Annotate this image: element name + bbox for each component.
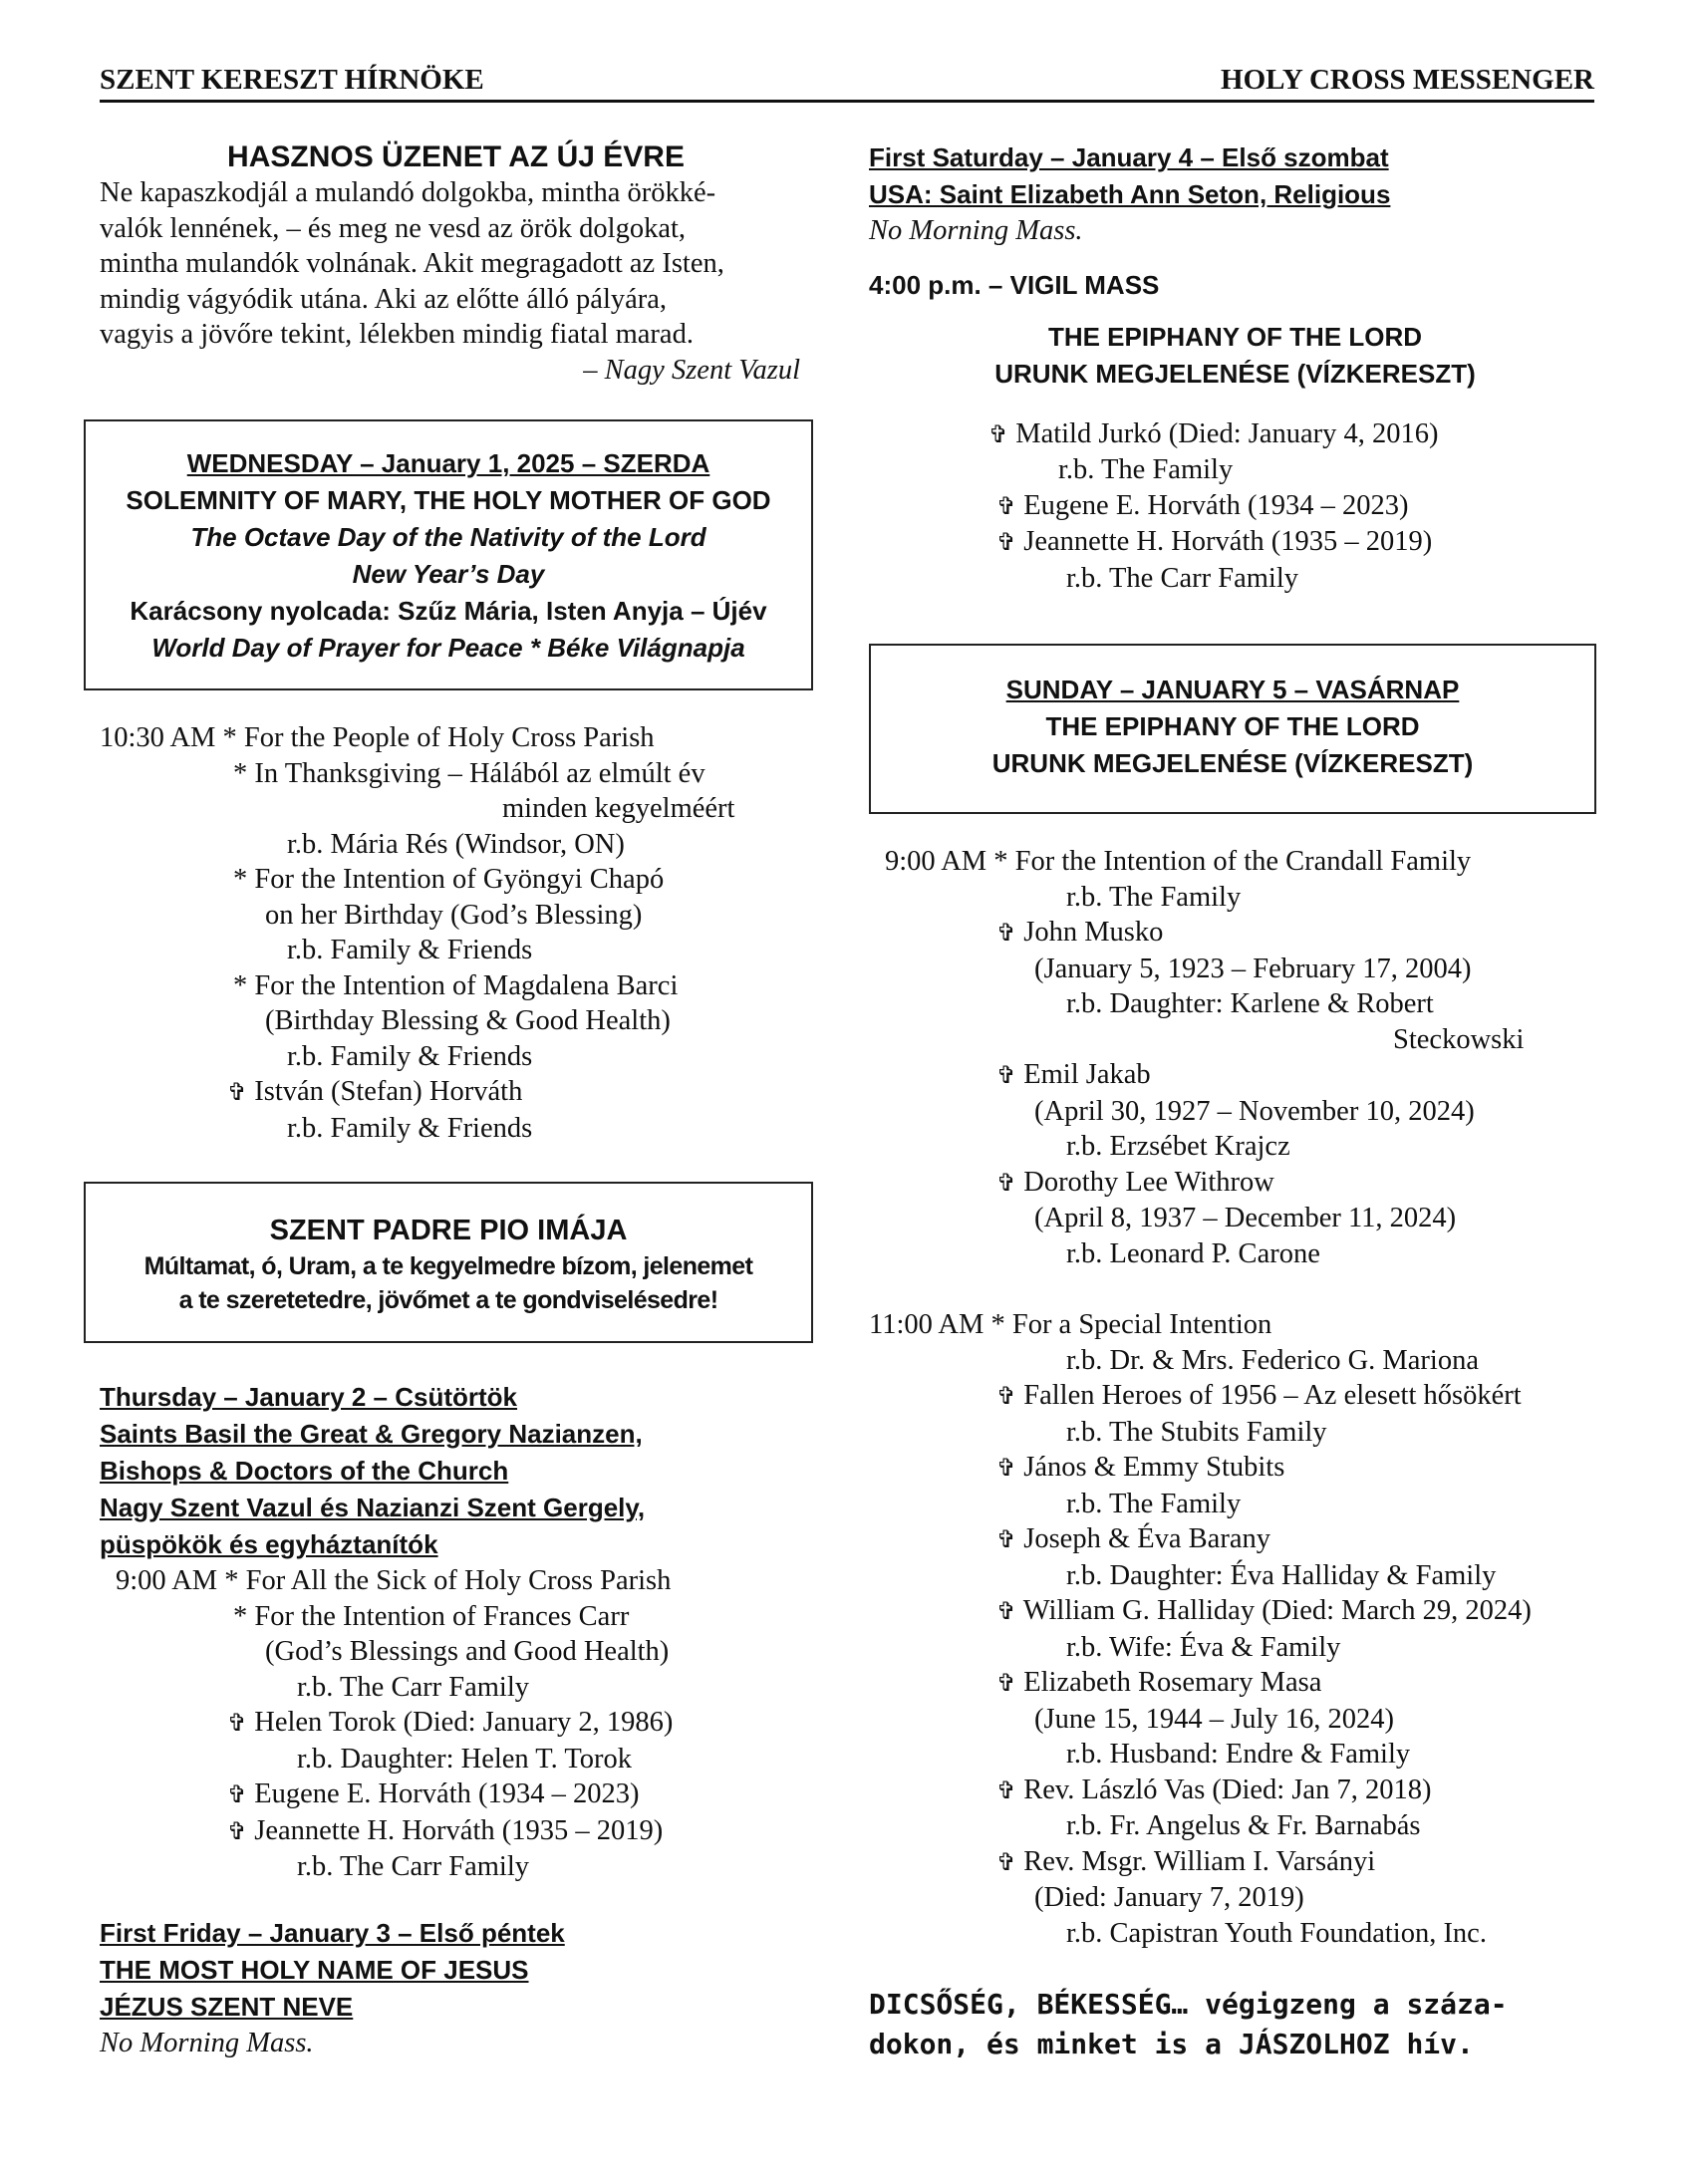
mass-line: Rev. Msgr. William I. Varsányi — [1023, 1845, 1376, 1877]
sunday-box — [869, 644, 1596, 814]
mass-line: r.b. The Carr Family — [297, 1671, 529, 1703]
left-column — [100, 139, 812, 2060]
latin-cross-icon: ✞ — [996, 528, 1017, 556]
sunday-heading: SUNDAY – JANUARY 5 – VASÁRNAP — [1005, 675, 1460, 704]
latin-cross-icon: ✞ — [996, 1597, 1017, 1625]
closing-line: dokon, és minket is a JÁSZOLHOZ hív. — [869, 2028, 1474, 2060]
message-line: Ne kapaszkodjál a mulandó dolgokba, mintha örökké- — [100, 177, 716, 208]
mass-line: r.b. Family & Friends — [287, 1112, 533, 1144]
mass-line: János & Emmy Stubits — [1023, 1452, 1285, 1483]
mass-line: r.b. The Carr Family — [1066, 562, 1298, 594]
friday-heading: JÉZUS SZENT NEVE — [100, 1991, 354, 2022]
mass-line: Emil Jakab — [1023, 1059, 1151, 1090]
friday-section — [100, 1915, 812, 2061]
mass-line: * In Thanksgiving – Hálából az elmúlt év — [233, 757, 705, 789]
latin-cross-icon: ✞ — [996, 1454, 1017, 1482]
mass-line: * For the Intention of the Crandall Family — [993, 846, 1472, 877]
padre-pio-line: a te szeretetedre, jövőmet a te gondviselésedre! — [178, 1286, 718, 1314]
latin-cross-icon: ✞ — [996, 491, 1017, 520]
wednesday-box — [84, 419, 813, 690]
padre-pio-box — [84, 1182, 813, 1343]
mass-line: Rev. László Vas (Died: Jan 7, 2018) — [1023, 1774, 1432, 1805]
padre-pio-line: Múltamat, ó, Uram, a te kegyelmedre bízom, jelenemet — [143, 1252, 753, 1280]
mass-line: (Died: January 7, 2019) — [1034, 1882, 1304, 1913]
mass-line: minden kegyelméért — [502, 793, 735, 824]
message-line: mindig vágyódik utána. Aki az előtte álló pályára, — [100, 283, 668, 315]
sunday-11am-masses — [869, 1307, 1601, 1951]
latin-cross-icon: ✞ — [996, 1669, 1017, 1697]
message-title: HASZNOS ÜZENET AZ ÚJ ÉVRE — [227, 140, 685, 173]
mass-line: * For the Intention of Gyöngyi Chapó — [233, 864, 665, 895]
wednesday-newyear: New Year’s Day — [352, 559, 545, 589]
mass-line: (Birthday Blessing & Good Health) — [265, 1005, 671, 1036]
mass-line: William G. Halliday (Died: March 29, 2024) — [1022, 1595, 1532, 1626]
mass-line: Eugene E. Horváth (1934 – 2023) — [254, 1778, 640, 1809]
mass-line: * For the Intention of Frances Carr — [233, 1600, 630, 1632]
saturday-note: No Morning Mass. — [869, 215, 1083, 246]
mass-line: r.b. Fr. Angelus & Fr. Barnabás — [1066, 1810, 1421, 1841]
message-body — [100, 175, 812, 388]
mass-line: Eugene E. Horváth (1934 – 2023) — [1023, 489, 1409, 521]
mass-line: * For a Special Intention — [990, 1309, 1272, 1340]
closing-text — [869, 1985, 1601, 2064]
latin-cross-icon: ✞ — [996, 1168, 1017, 1197]
latin-cross-icon: ✞ — [996, 1775, 1017, 1804]
mass-line: on her Birthday (God’s Blessing) — [265, 899, 643, 931]
thursday-heading: Nagy Szent Vazul és Nazianzi Szent Gergely, — [100, 1493, 646, 1522]
mass-line: r.b. Family & Friends — [287, 1040, 533, 1072]
mass-line: (April 30, 1927 – November 10, 2024) — [1034, 1095, 1475, 1127]
latin-cross-icon: ✞ — [227, 1780, 248, 1808]
mass-line: r.b. Dr. & Mrs. Federico G. Mariona — [1066, 1344, 1479, 1376]
mass-line: Jeannette H. Horváth (1935 – 2019) — [1023, 526, 1433, 557]
mass-time: 9:00 AM — [885, 846, 987, 877]
mass-line: r.b. The Carr Family — [297, 1851, 529, 1882]
mass-line: * For the Intention of Magdalena Barci — [233, 969, 679, 1001]
vigil-mass: 4:00 p.m. – VIGIL MASS — [869, 269, 1160, 300]
mass-line: r.b. Husband: Endre & Family — [1066, 1739, 1411, 1770]
saturday-masses — [869, 416, 1601, 597]
mass-line: (June 15, 1944 – July 16, 2024) — [1034, 1703, 1394, 1735]
page-header — [100, 62, 1594, 103]
mass-line: r.b. Mária Rés (Windsor, ON) — [287, 828, 625, 860]
wednesday-karacsony: Karácsony nyolcada: Szűz Mária, Isten Anyja – Újév — [130, 596, 767, 626]
mass-line: r.b. Daughter: Karlene & Robert — [1066, 988, 1434, 1019]
header-title-english: HOLY CROSS MESSENGER — [1221, 64, 1594, 96]
latin-cross-icon: ✞ — [227, 1816, 248, 1845]
epiphany-title: THE EPIPHANY OF THE LORD — [1047, 321, 1423, 352]
mass-line: r.b. The Family — [1058, 454, 1234, 485]
sunday-feast: THE EPIPHANY OF THE LORD — [1045, 711, 1420, 741]
latin-cross-icon: ✞ — [988, 419, 1009, 448]
mass-line: r.b. Capistran Youth Foundation, Inc. — [1066, 1917, 1487, 1949]
latin-cross-icon: ✞ — [227, 1078, 248, 1106]
wednesday-solemnity: SOLEMNITY OF MARY, THE HOLY MOTHER OF GOD — [126, 485, 771, 515]
thursday-heading: Saints Basil the Great & Gregory Nazianzen, — [100, 1419, 643, 1449]
mass-line: John Musko — [1023, 917, 1164, 948]
mass-line: r.b. Daughter: Éva Halliday & Family — [1066, 1559, 1497, 1591]
epiphany-title-hungarian: URUNK MEGJELENÉSE (VÍZKERESZT) — [994, 358, 1476, 389]
wednesday-octave: The Octave Day of the Nativity of the Lord — [190, 522, 706, 552]
latin-cross-icon: ✞ — [996, 1061, 1017, 1089]
latin-cross-icon: ✞ — [996, 919, 1017, 947]
mass-time: 10:30 AM — [100, 722, 216, 753]
mass-line: r.b. The Family — [1066, 1488, 1242, 1519]
message-line: valók lennének, – és meg ne vesd az örök dolgokat, — [100, 212, 687, 244]
mass-line: Helen Torok (Died: January 2, 1986) — [254, 1707, 674, 1738]
mass-line: r.b. Family & Friends — [287, 935, 533, 965]
message-line: vagyis a jövőre tekint, lélekben mindig fiatal marad. — [100, 319, 694, 350]
latin-cross-icon: ✞ — [996, 1525, 1017, 1553]
wednesday-masses — [100, 720, 812, 1146]
mass-line: Joseph & Éva Barany — [1023, 1523, 1270, 1554]
friday-heading: THE MOST HOLY NAME OF JESUS — [100, 1954, 529, 1985]
mass-line: (April 8, 1937 – December 11, 2024) — [1034, 1203, 1457, 1233]
mass-line: r.b. The Family — [1066, 881, 1242, 913]
saturday-section — [869, 139, 1601, 596]
thursday-masses — [100, 1563, 812, 1885]
mass-line: r.b. Leonard P. Carone — [1066, 1237, 1320, 1269]
mass-line: Matild Jurkó (Died: January 4, 2016) — [1015, 417, 1439, 449]
mass-line: Elizabeth Rosemary Masa — [1023, 1667, 1322, 1698]
right-column — [869, 139, 1601, 2064]
mass-line: r.b. The Stubits Family — [1066, 1416, 1327, 1448]
thursday-heading: Thursday – January 2 – Csütörtök — [100, 1382, 518, 1412]
mass-line: r.b. Wife: Éva & Family — [1066, 1631, 1341, 1663]
latin-cross-icon: ✞ — [996, 1382, 1017, 1410]
mass-line: Jeannette H. Horváth (1935 – 2019) — [254, 1814, 664, 1846]
saturday-heading: USA: Saint Elizabeth Ann Seton, Religious — [869, 179, 1391, 209]
mass-line: r.b. Erzsébet Krajcz — [1066, 1131, 1290, 1162]
latin-cross-icon: ✞ — [227, 1709, 248, 1737]
mass-line: * For the People of Holy Cross Parish — [222, 722, 655, 753]
message-line: mintha mulandók volnának. Akit megragadott az Isten, — [100, 248, 724, 279]
mass-line: Dorothy Lee Withrow — [1023, 1166, 1274, 1198]
message-signature: – Nagy Szent Vazul — [583, 354, 800, 386]
wednesday-peace: World Day of Prayer for Peace * Béke Világnapja — [151, 633, 745, 663]
thursday-heading: Bishops & Doctors of the Church — [100, 1456, 509, 1486]
saturday-heading: First Saturday – January 4 – Első szombat — [869, 142, 1389, 172]
thursday-section — [100, 1379, 812, 1885]
friday-note: No Morning Mass. — [100, 2027, 314, 2058]
friday-heading: First Friday – January 3 – Első péntek — [100, 1917, 565, 1948]
mass-line: * For All the Sick of Holy Cross Parish — [224, 1565, 672, 1596]
mass-line: (January 5, 1923 – February 17, 2004) — [1034, 953, 1472, 984]
sunday-feast-hungarian: URUNK MEGJELENÉSE (VÍZKERESZT) — [991, 748, 1474, 778]
thursday-heading: püspökök és egyháztanítók — [100, 1529, 438, 1559]
mass-time: 11:00 AM — [869, 1309, 984, 1340]
latin-cross-icon: ✞ — [996, 1847, 1017, 1876]
header-title-hungarian: SZENT KERESZT HÍRNÖKE — [100, 64, 484, 96]
closing-line: DICSŐSÉG, BÉKESSÉG… végigzeng a száza- — [869, 1988, 1508, 2021]
mass-line: r.b. Daughter: Helen T. Torok — [297, 1743, 632, 1774]
mass-line: István (Stefan) Horváth — [254, 1076, 523, 1107]
sunday-9am-masses — [869, 844, 1601, 1271]
wednesday-heading: WEDNESDAY – January 1, 2025 – SZERDA — [186, 448, 710, 478]
padre-pio-title: SZENT PADRE PIO IMÁJA — [269, 1215, 628, 1246]
mass-line: (God’s Blessings and Good Health) — [265, 1636, 670, 1667]
mass-line: Steckowski — [1393, 1023, 1525, 1055]
mass-time: 9:00 AM — [116, 1565, 218, 1596]
mass-line: Fallen Heroes of 1956 – Az elesett hősökért — [1023, 1380, 1522, 1411]
